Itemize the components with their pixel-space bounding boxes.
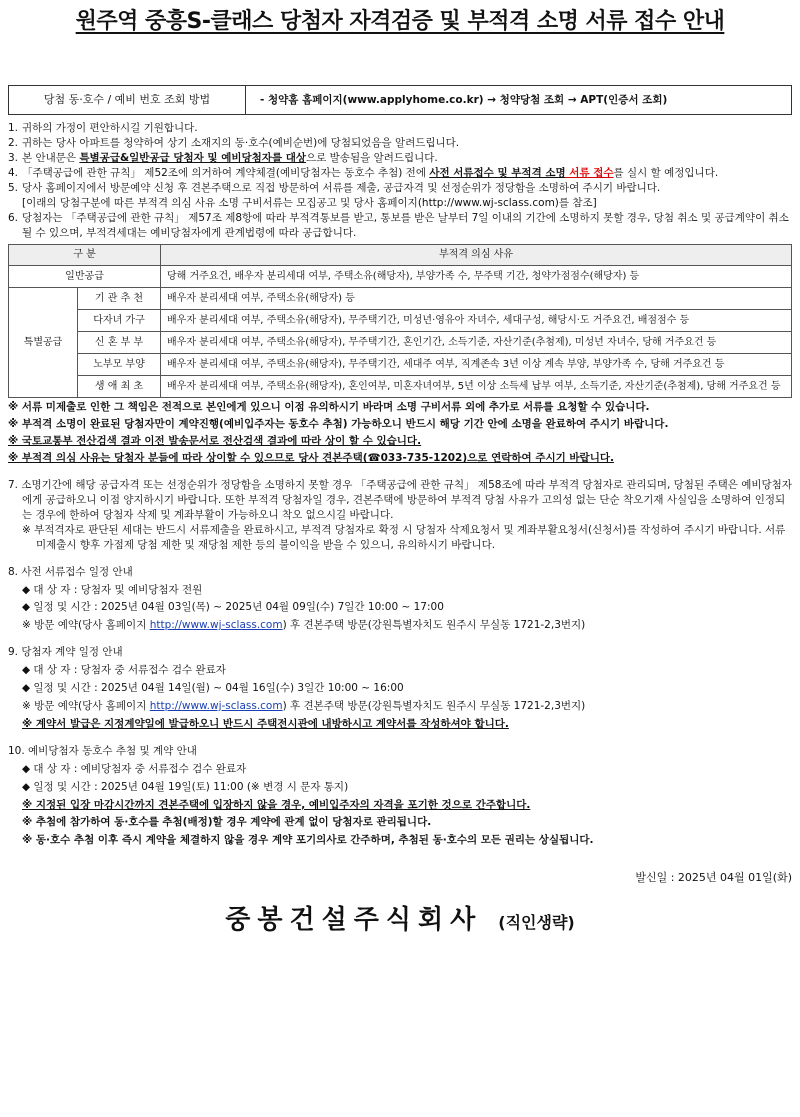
notice-list [8, 121, 792, 240]
row-label: 생 애 최 초 [78, 376, 161, 398]
red-emphasis-text: 서류 접수 [565, 166, 614, 179]
notice-item: 5. 당사 홈페이지에서 방문예약 신청 후 견본주택으로 직접 방문하여 서류를 제출, 공급자격 및 선정순위가 정당함을 소명하여 주시기 바랍니다. [이래의 당첨구분에 따른 부적격 의심 사유 소명 구비서류는 모집공고 및 당사 홈페이지(http://www.wj-sclass.com)를 참조] [8, 181, 661, 209]
row-reason: 배우자 분리세대 여부, 주택소유(해당자) 등 [161, 288, 792, 310]
disqualification-table [8, 244, 792, 398]
issue-date: 발신일 : 2025년 04월 01일(화) [635, 871, 792, 885]
table-row [9, 266, 792, 288]
section-8-target: ◆ 대 상 자 : 당첨자 및 예비당첨자 전원 [22, 583, 203, 596]
row-reason: 당해 거주요건, 배우자 분리세대 여부, 주택소유(해당자), 부양가족 수, 무주택 기간, 청약가점점수(해당자) 등 [161, 266, 792, 288]
section-10-heading: 10. 예비당첨자 동호수 추첨 및 계약 안내 [8, 744, 197, 757]
section-9-note: ※ 계약서 발급은 지정계약일에 발급하오니 반드시 주택전시관에 내방하시고 계약서를 작성하셔야 합니다. [22, 717, 509, 730]
section-10-note: ※ 추첨에 참가하여 동·호수를 추첨(배정)할 경우 계약에 관계 없이 당첨자로 관리됩니다. [22, 816, 432, 829]
row-reason: 배우자 분리세대 여부, 주택소유(해당자), 무주택기간, 혼인기간, 소득기준, 자산기준(추첨제), 미성년 자녀수, 당해 거주요건 등 [161, 332, 792, 354]
row-reason: 배우자 분리세대 여부, 주택소유(해당자), 무주택기간, 미성년·영유아 자녀수, 세대구성, 해당시·도 거주요건, 배점점수 등 [161, 310, 792, 332]
document-title: 원주역 중흥S-클래스 당첨자 자격검증 및 부적격 소명 서류 접수 안내 [75, 9, 725, 34]
section-9 [8, 645, 792, 732]
table-note: ※ 국토교통부 전산검색 결과 이전 발송문서로 전산검색 결과에 따라 상이 할 수 있습니다. [8, 435, 422, 448]
table-row [9, 310, 792, 332]
emphasis-text: 특별공급&일반공급 당첨자 및 예비당첨자를 대상 [79, 152, 307, 165]
section-10-target: ◆ 대 상 자 : 예비당첨자 중 서류접수 검수 완료자 [22, 762, 247, 775]
table-notes [8, 400, 792, 466]
section-10-note: ※ 지정된 입장 마감시간까지 견본주택에 입장하지 않을 경우, 예비입주자의 자격을 포기한 것으로 간주합니다. [22, 798, 531, 811]
homepage-link[interactable]: http://www.wj-sclass.com [149, 699, 283, 712]
row-label: 노부모 부양 [78, 354, 161, 376]
table-note: ※ 서류 미제출로 인한 그 책임은 전적으로 본인에게 있으니 이점 유의하시기 바라며 소명 구비서류 외에 추가로 서류를 요청할 수 있습니다. [8, 401, 650, 414]
table-row [9, 376, 792, 398]
section-10-note: ※ 동·호수 추첨 이후 즉시 계약을 체결하지 않을 경우 계약 포기의사로 간주하며, 추첨된 동·호수의 모든 권리는 상실됩니다. [22, 834, 594, 847]
notice-item: 1. 귀하의 가정이 편안하시길 기원합니다. [8, 122, 198, 135]
notice-item: 4. 「주택공급에 관한 규칙」 제52조에 의거하여 계약체결(예비당첨자는 동호수 추첨) 전에 사전 서류접수 및 부적격 소명 서류 접수를 실시 할 예정입니다. [8, 166, 719, 179]
row-reason: 배우자 분리세대 여부, 주택소유(해당자), 혼인여부, 미혼자녀여부, 5년 이상 소득세 납부 여부, 소득기준, 자산기준(추첨제), 당해 거주요건 등 [161, 376, 792, 398]
notice-item: 2. 귀하는 당사 아파트를 청약하여 상기 소재지의 동·호수(예비순번)에 당첨되었음을 알려드립니다. [8, 137, 460, 150]
table-header-type: 구 분 [9, 245, 161, 266]
section-10 [8, 744, 792, 848]
section-9-target: ◆ 대 상 자 : 당첨자 중 서류접수 검수 완료자 [22, 664, 226, 677]
section-7 [8, 478, 792, 553]
notice-sub: [이래의 당첨구분에 따른 부적격 의심 사유 소명 구비서류는 모집공고 및 당사 홈페이지(http://www.wj-sclass.com)를 참조] [22, 196, 597, 209]
row-reason: 배우자 분리세대 여부, 주택소유(해당자), 무주택기간, 세대주 여부, 직계존속 3년 이상 계속 부양, 부양가족 수, 당해 거주요건 등 [161, 354, 792, 376]
section-8-heading: 8. 사전 서류접수 일정 안내 [8, 565, 133, 578]
lookup-label: 당첨 동·호수 / 예비 번호 조회 방법 [9, 86, 246, 114]
special-supply-label: 특별공급 [9, 288, 78, 398]
table-row [9, 332, 792, 354]
section-9-visit: ※ 방문 예약(당사 홈페이지 http://www.wj-sclass.com) 후 견본주택 방문(강원특별자치도 원주시 무실동 1721-2,3번지) [22, 699, 586, 712]
notice-item: 3. 본 안내문은 특별공급&일반공급 당첨자 및 예비당첨자를 대상으로 발송됨을 알려드립니다. [8, 152, 438, 165]
lookup-box [8, 85, 792, 115]
table-note: ※ 부적격 의심 사유는 당첨자 분들에 따라 상이할 수 있으므로 당사 견본주택(☎033-735-1202)으로 연락하여 주시기 바랍니다. [8, 452, 614, 465]
section-8-visit: ※ 방문 예약(당사 홈페이지 http://www.wj-sclass.com) 후 견본주택 방문(강원특별자치도 원주시 무실동 1721-2,3번지) [22, 619, 586, 632]
seal-omitted-note: (직인생략) [498, 912, 575, 932]
homepage-link[interactable]: http://www.wj-sclass.com [149, 619, 283, 632]
table-header-reason: 부적격 의심 사유 [161, 245, 792, 266]
section-8 [8, 565, 792, 634]
section-8-schedule: ◆ 일정 및 시간 : 2025년 04월 03일(목) ~ 2025년 04월 09일(수) 7일간 10:00 ~ 17:00 [22, 601, 444, 614]
section-9-schedule: ◆ 일정 및 시간 : 2025년 04월 14일(월) ~ 04월 16일(수) 3일간 10:00 ~ 16:00 [22, 682, 404, 695]
notice-item: 6. 당첨자는 「주택공급에 관한 규칙」 제57조 제8항에 따라 부적격통보를 받고, 통보를 받은 날부터 7일 이내의 기간에 소명하지 못할 경우, 당첨 취소 및 공급계약이 취소될 수 있으며, 부적격세대는 예비당첨자에게 관계법령에 따라 공급합니다. [8, 211, 789, 239]
row-label: 기 관 추 천 [78, 288, 161, 310]
lookup-value: - 청약홈 홈페이지(www.applyhome.co.kr) → 청약당첨 조회 → APT(인증서 조회) [260, 93, 668, 106]
row-label: 다자녀 가구 [78, 310, 161, 332]
company-name: 중봉건설주식회사 (직인생략) [225, 904, 575, 935]
section-7-note: ※ 부적격자로 판단된 세대는 반드시 서류제출을 완료하시고, 부적격 당첨자로 확정 시 당첨자 삭제요청서 및 계좌부활요청서(신청서)를 작성하여 주시기 바랍니다. 서류 미제출시 향후 가점제 당첨 제한 및 재당첨 제한 등의 불이익을 받을 수 있으니, 유의하시기 바랍니다. [22, 523, 786, 551]
table-row [9, 288, 792, 310]
section-10-schedule: ◆ 일정 및 시간 : 2025년 04월 19일(토) 11:00 (※ 변경 시 문자 통지) [22, 780, 349, 793]
table-row [9, 354, 792, 376]
section-7-text: 7. 소명기간에 해당 공급자격 또는 선정순위가 정당함을 소명하지 못할 경우 「주택공급에 관한 규칙」 제58조에 따라 부적격 당첨자로 관리되며, 당첨된 주택은 예비당첨자에게 공급하오니 이점 양지하시기 바랍니다. 또한 부적격 당첨자일 경우, 견본주택에 방문하여 부적격 당첨 사유가 고의성 없는 단순 착오기재 사실임을 소명하여 인정되는 경우에 한하여 당첨자 삭제 및 계좌부활이 가능하오니 착오 없으시길 바랍니다. [8, 479, 792, 521]
emphasis-text: 사전 서류접수 및 부적격 소명 [429, 166, 566, 179]
row-label: 신 혼 부 부 [78, 332, 161, 354]
section-9-heading: 9. 당첨자 계약 일정 안내 [8, 646, 123, 659]
table-note: ※ 부적격 소명이 완료된 당첨자만이 계약진행(예비입주자는 동호수 추첨) 가능하오니 반드시 해당 기간 안에 소명을 완료하여 주시기 바랍니다. [8, 418, 669, 431]
row-label: 일반공급 [9, 266, 161, 288]
